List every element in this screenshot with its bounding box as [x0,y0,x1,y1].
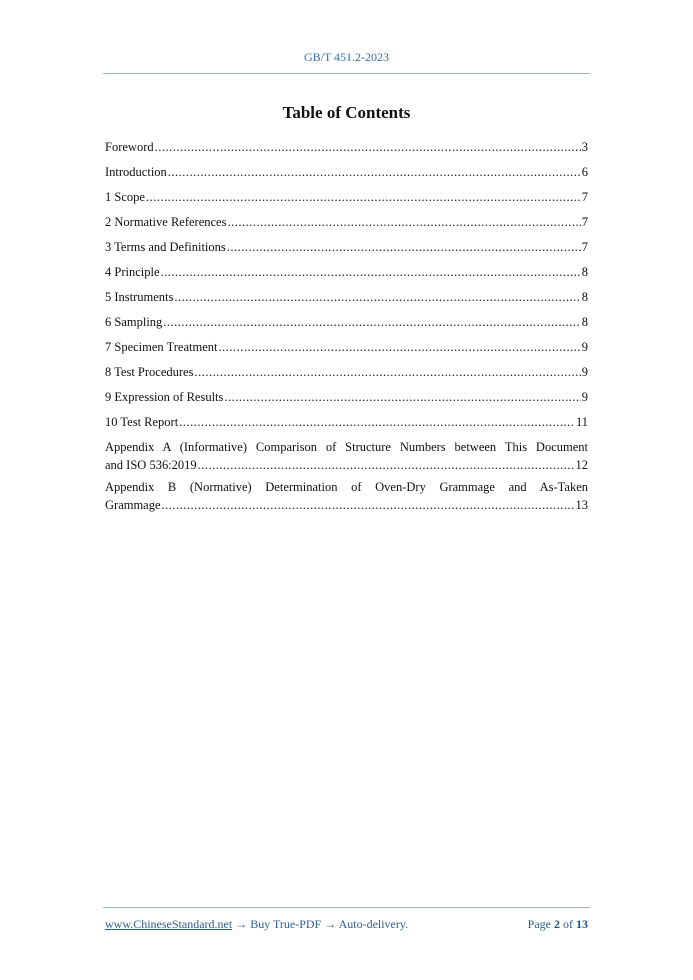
toc-entry-page: 7 [581,215,588,229]
toc-entry-title: Foreword [105,140,154,154]
toc-entry-title: 7 Specimen Treatment [105,340,218,354]
toc-entry-title: 8 Test Procedures [105,365,194,379]
dot-leader [162,496,575,514]
total-pages: 13 [576,917,588,931]
toc-entry-page: 11 [575,415,588,429]
toc-entry-test-report[interactable] [105,413,588,438]
toc-entry-terms-definitions[interactable] [105,238,588,263]
dot-leader [163,313,580,331]
site-link[interactable]: www.ChineseStandard.net [105,917,233,931]
toc-entry-title: 9 Expression of Results [105,390,224,404]
toc-entry-title: 5 Instruments [105,290,174,304]
dot-leader [146,188,581,206]
dot-leader [174,288,580,306]
toc-entry-page: 9 [581,390,588,404]
document-code-header: GB/T 451.2-2023 [303,50,390,64]
toc-entry-appendix-a[interactable] [105,438,588,474]
dot-leader [194,363,580,381]
toc-entry-page: 3 [581,140,588,154]
toc-title: Table of Contents [282,103,411,122]
dot-leader [168,163,581,181]
toc-entry-title: 6 Sampling [105,315,163,329]
toc-entry-page: 7 [581,240,588,254]
toc-entry-title-continued: and ISO 536:2019 [105,458,197,472]
current-page: 2 [554,917,560,931]
toc-entry-page: 12 [575,458,588,472]
footer-promo [105,917,408,932]
toc-entry-title: 2 Normative References [105,215,227,229]
toc-entry-page: 7 [581,190,588,204]
toc-entry-title: Introduction [105,165,167,179]
toc-entry-introduction[interactable] [105,163,588,188]
toc-entry-principle[interactable] [105,263,588,288]
page-label: Page [527,917,551,931]
table-of-contents [105,138,588,518]
toc-entry-sampling[interactable] [105,313,588,338]
toc-entry-normative-references[interactable] [105,213,588,238]
toc-entry-specimen-treatment[interactable] [105,338,588,363]
toc-entry-title: 3 Terms and Definitions [105,240,226,254]
toc-entry-page: 13 [575,498,588,512]
toc-entry-title: Appendix B (Normative) Determination of Oven-Dry Grammage and As-Taken [105,480,588,494]
dot-leader [227,238,581,256]
dot-leader [219,338,581,356]
toc-entry-instruments[interactable] [105,288,588,313]
page-of-label: of [563,917,573,931]
dot-leader [155,138,581,156]
page-indicator [528,917,588,932]
toc-entry-page: 9 [581,365,588,379]
toc-entry-page: 8 [581,290,588,304]
toc-entry-page: 6 [581,165,588,179]
toc-entry-page: 9 [581,340,588,354]
header-divider [103,73,590,74]
toc-entry-page: 8 [581,315,588,329]
dot-leader [179,413,575,431]
dot-leader [198,456,575,474]
toc-entry-foreword[interactable] [105,138,588,163]
promo-text: → Buy True-PDF → Auto-delivery. [232,917,409,931]
toc-entry-title: Appendix A (Informative) Comparison of Structure Numbers between This Document [105,440,588,454]
toc-entry-expression-of-results[interactable] [105,388,588,413]
toc-entry-page: 8 [581,265,588,279]
toc-entry-test-procedures[interactable] [105,363,588,388]
toc-entry-appendix-b[interactable] [105,478,588,514]
toc-entry-scope[interactable] [105,188,588,213]
toc-entry-title: 10 Test Report [105,415,179,429]
dot-leader [161,263,581,281]
toc-entry-title: 4 Principle [105,265,160,279]
dot-leader [224,388,580,406]
dot-leader [227,213,580,231]
footer-divider [103,907,590,908]
toc-entry-title-continued: Grammage [105,498,161,512]
toc-entry-title: 1 Scope [105,190,145,204]
